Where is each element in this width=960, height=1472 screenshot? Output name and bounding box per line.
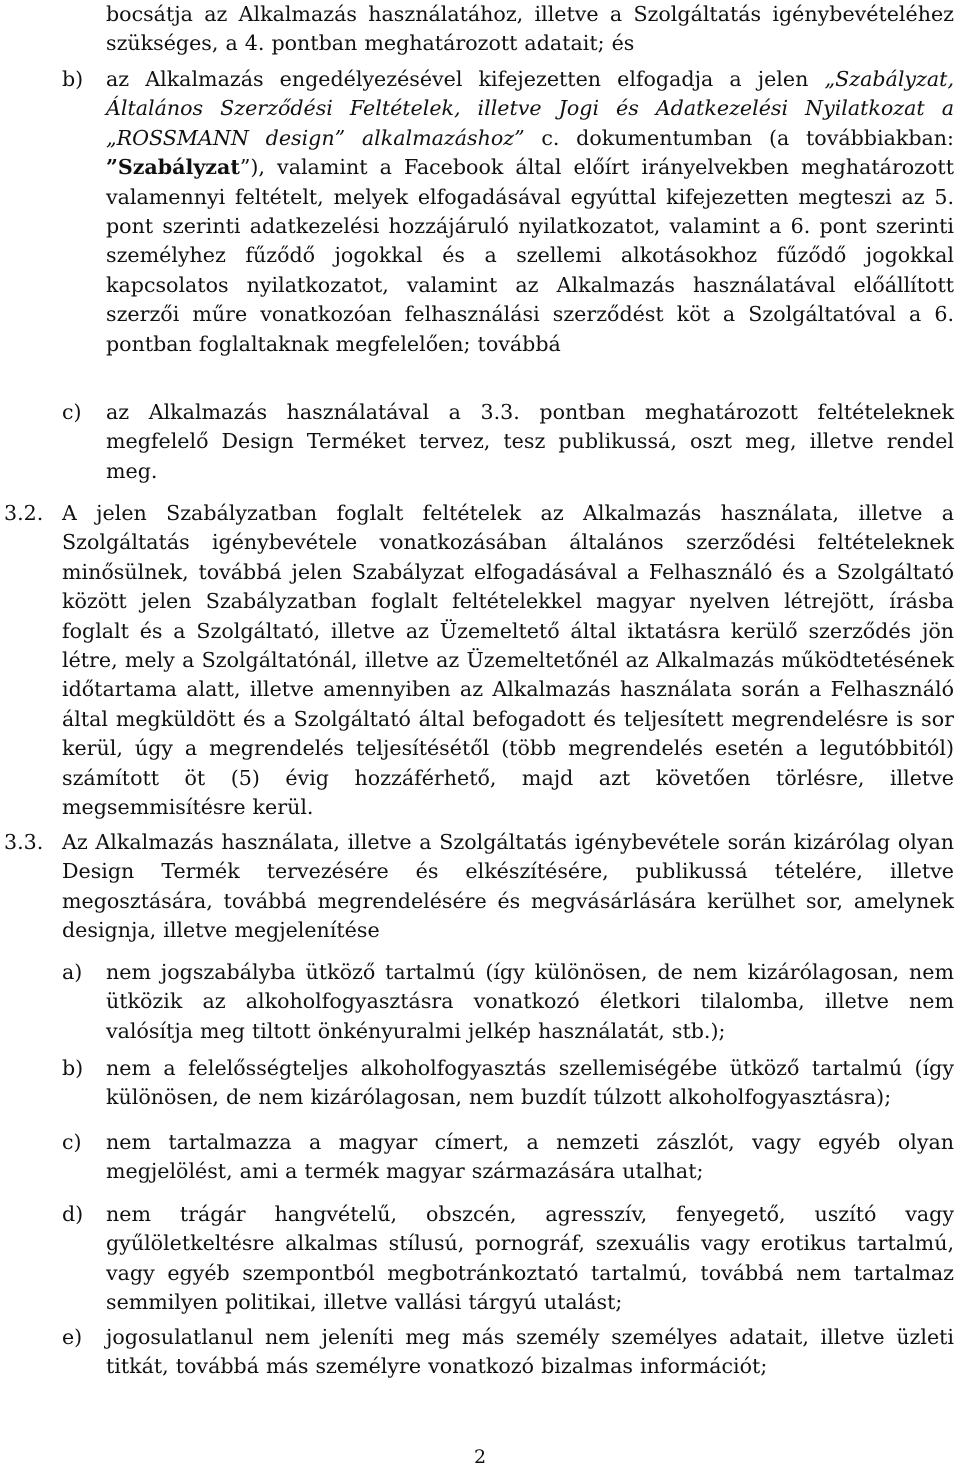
item-b-text (106, 65, 954, 359)
section-3-2-text: A jelen Szabályzatban foglalt feltételek az Alkalmazás használata, illetve a Szolgáltatás igénybevétele vonatkozásában általános szerződési feltételeknek minősülnek, továbbá jelen Szabályzat elfogadásával a Felhasználó és a Szolgáltató között jelen Szabályzatban foglalt feltételekkel magyar nyelven létrejött, írásba foglalt és a Szolgáltató, illetve az Üzemeltető által iktatásra kerülő szerződés jön létre, mely a Szolgáltatónál, illetve az Üzemeltetőnél az Alkalmazás működtetésének időtartama alatt, illetve amennyiben az Alkalmazás használata során a Felhasználó által megküldött és a Szolgáltató által befogadott és teljesített megrendelésre is sor kerül, úgy a megrendelés teljesítésétől (több megrendelés esetén a legutóbbitól) számított öt (5) évig hozzáférhető, majd azt követően törlésre, illetve megsemmisítésre kerül. (62, 501, 954, 820)
section-3-3-number: 3.3. (4, 830, 44, 854)
item-3-3-c-label: c) (62, 1130, 82, 1154)
item-3-3-d-text: nem trágár hangvételű, obszcén, agresszív, fenyegető, uszító vagy gyűlöletkeltésre alkalmas stílusú, pornográf, szexuális vagy erotikus tartalmú, vagy egyéb szempontból megbotránkoztató tartalmú, továbbá nem tartalmaz semmilyen politikai, illetve vallási tárgyú utalást; (106, 1202, 954, 1315)
item-3-3-b-label: b) (62, 1056, 84, 1080)
item-b-defined-term: ”Szabályzat (106, 155, 240, 180)
item-b-label: b) (62, 67, 84, 91)
item-3-3-a-text: nem jogszabályba ütköző tartalmú (így különösen, de nem kizárólagosan, nem ütközik az alkoholfogyasztásra vonatkozó életkori tilalomba, illetve nem valósítja meg tiltott önkényuralmi jelkép használatát, stb.); (106, 960, 954, 1043)
item-3-3-e-label: e) (62, 1325, 83, 1349)
item-c-text: az Alkalmazás használatával a 3.3. pontban meghatározott feltételeknek megfelelő Design Terméket tervez, tesz publikussá, oszt meg, illetve rendel meg. (106, 400, 954, 483)
item-3-3-b-text: nem a felelősségteljes alkoholfogyasztás szellemiségébe ütköző tartalmú (így különösen, de nem kizárólagosan, nem buzdít túlzott alkoholfogyasztásra); (106, 1056, 954, 1110)
intro-paragraph: bocsátja az Alkalmazás használatához, illetve a Szolgáltatás igénybevételéhez szükséges, a 4. pontban meghatározott adatait; és (106, 2, 954, 56)
item-c-label: c) (62, 400, 82, 424)
item-3-3-c-text: nem tartalmazza a magyar címert, a nemzeti zászlót, vagy egyéb olyan megjelölést, ami a termék magyar származására utalhat; (106, 1130, 954, 1184)
item-b-text-part5: ”), valamint a Facebook által előírt irányelvekben meghatározott valamennyi feltételt, melyek elfogadásával egyúttal kifejezetten megteszi az 5. pont szerinti adatkezelési hozzájáruló nyilatkozatot, valamint a 6. pont szerinti személyhez fűződő jogokkal és a szellemi alkotásokhoz fűződő jogokkal kapcsolatos nyilatkozatot, valamint az Alkalmazás használatával előállított szerzői műre vonatkozóan felhasználási szerződést köt a Szolgáltatóval a 6. pontban foglaltaknak megfelelően; továbbá (106, 155, 954, 356)
item-3-3-e-text: jogosulatlanul nem jeleníti meg más személy személyes adatait, illetve üzleti titkát, továbbá más személyre vonatkozó bizalmas információt; (106, 1325, 954, 1379)
item-3-3-d-label: d) (62, 1202, 84, 1226)
section-3-3-text: Az Alkalmazás használata, illetve a Szolgáltatás igénybevétele során kizárólag olyan Design Termék tervezésére és elkészítésére, publikussá tételére, illetve megosztására, továbbá megrendelésére és megvásárlására kerülhet sor, amelynek designja, illetve megjelenítése (62, 830, 954, 943)
item-b-text-part3: c. dokumentumban (a továbbiakban: (524, 125, 954, 150)
page-number: 2 (473, 1446, 487, 1468)
item-b-text-part1: az Alkalmazás engedélyezésével kifejezetten elfogadja a jelen (106, 67, 825, 91)
item-b-document-title: „Szabályzat, Általános Szerződési Feltételek, illetve Jogi és Adatkezelési Nyilatkozat a „ROSSMANN design” alkalmazáshoz” (106, 67, 954, 150)
item-3-3-a-label: a) (62, 960, 83, 984)
section-3-2-number: 3.2. (4, 501, 44, 525)
